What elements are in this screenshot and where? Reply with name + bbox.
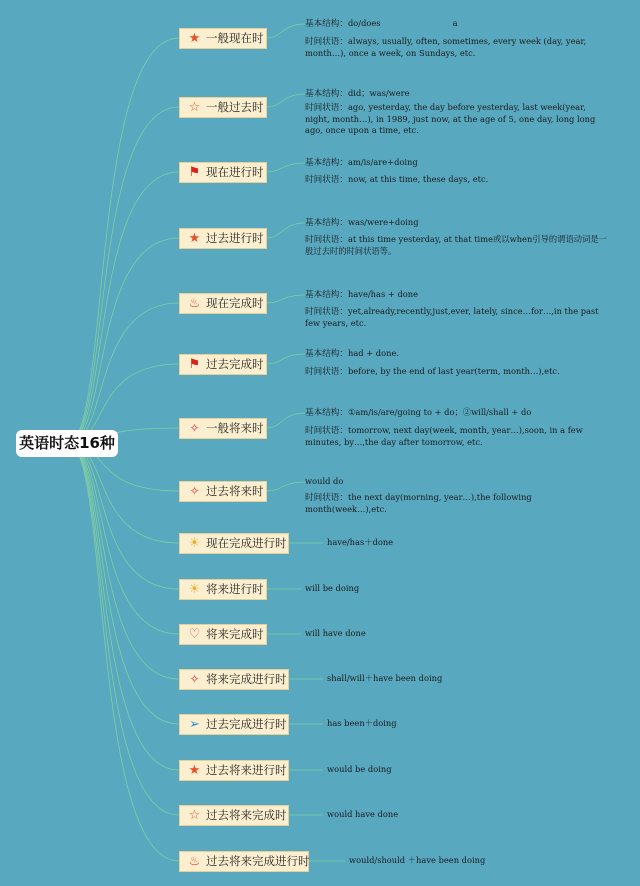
tense-label: 过去完成进行时 [206,717,287,731]
tense-node[interactable] [179,354,267,375]
tense-label: 一般将来时 [206,421,264,435]
structure-value: had + done. [347,348,400,358]
star-icon: ★ [188,231,201,246]
structure-label: 基本结构： [305,218,348,228]
adverbial-value: the next day(morning, year…),the following month(week…),etc. [305,492,532,514]
structure-value: was/were+doing [347,217,419,227]
tense-node[interactable] [179,228,267,249]
structure-text [305,407,615,419]
bulb-icon: ☀ [188,582,201,597]
connector-line [68,443,179,770]
bulb-icon: ☀ [188,536,201,551]
tense-node[interactable] [179,669,289,690]
adverbial-label: 时间状语： [305,103,348,113]
adverbial-label: 时间状语： [305,367,348,377]
adverbial-label: 时间状语： [305,426,348,436]
structure-value: am/is/are+doing [347,157,418,167]
connector-line [267,354,305,364]
structure-text: would do [305,476,344,486]
connector-line [267,94,305,107]
adverbial-text [305,102,607,136]
adverbial-value: at this time yesterday, at that time或以when引导的谓语动词是一般过去时的时间状语等。 [305,234,607,256]
adverbial-text [305,366,607,378]
adverbial-value: before, by the end of last year(term, month…),etc. [347,366,560,376]
adverbial-label: 时间状语： [305,307,348,317]
structure-label: 基本结构： [305,158,348,168]
tense-label: 将来完成时 [206,627,264,641]
connector-line [267,295,305,303]
sparkle-icon: ✧ [189,421,200,435]
tense-label: 过去将来完成进行时 [206,854,310,868]
sparkle-icon: ✧ [189,484,200,498]
connector-line [267,223,305,238]
connector-line [68,443,179,724]
adverbial-value: ago, yesterday, the day before yesterday, last week(year, night, month…), in 1989, just now, at the age of 5, one day, long long ago, once upon a time, etc. [305,102,596,135]
adverbial-label: 时间状语： [305,37,348,47]
adverbial-value: always, usually, often, sometimes, every week (day, year, month…), once a week, on Sundays, etc. [305,36,587,58]
heart-icon: ♡ [188,627,201,642]
adverbial-label: 时间状语： [305,235,348,245]
adverbial-value: yet,already,recently,just,ever, lately, since…for…,in the past few years, etc. [305,306,599,328]
structure-value: did；was/were [347,88,410,98]
tense-label: 一般现在时 [206,31,264,45]
tense-label: 过去进行时 [206,231,264,245]
structure-label: 基本结构： [305,19,348,29]
star-outline-icon: ☆ [188,808,201,823]
connector-line [267,24,305,38]
structure-value: ①am/is/are/going to + do；②will/shall + do [347,407,532,417]
structure-text: would have done [327,809,399,819]
structure-text [305,88,615,100]
star-outline-icon: ☆ [188,100,201,115]
tense-label: 过去完成时 [206,357,264,371]
adverbial-text [305,425,607,448]
structure-text: shall/will＋have been doing [327,673,443,683]
connector-line [267,413,305,428]
tense-label: 将来完成进行时 [206,672,287,686]
tense-node[interactable] [179,714,289,735]
tense-node[interactable] [179,418,267,439]
tense-node[interactable] [179,579,267,600]
structure-label: 基本结构： [305,408,348,418]
adverbial-text [305,174,607,186]
connector-line [68,443,179,815]
structure-text [305,18,615,30]
fire-icon: ♨ [188,854,201,869]
structure-label: 基本结构： [305,89,348,99]
connector-line [68,172,179,443]
adverbial-text [305,492,607,515]
tense-label: 现在进行时 [206,165,264,179]
fire-icon: ♨ [188,296,201,311]
tense-node[interactable] [179,533,289,554]
structure-text: will have done [305,628,366,638]
tense-label: 过去将来时 [206,484,264,498]
tense-node[interactable] [179,624,267,645]
structure-value: have/has + done [347,289,419,299]
tense-label: 一般过去时 [206,100,264,114]
connector-line [267,482,305,491]
structure-label: 基本结构： [305,349,348,359]
flag-icon: ⚑ [188,165,201,180]
tense-node[interactable] [179,293,267,314]
paper-plane-icon: ➢ [189,717,200,732]
adverbial-value: now, at this time, these days, etc. [347,174,489,184]
tense-label: 现在完成进行时 [206,536,287,550]
tense-node[interactable] [179,481,267,502]
connector-line [68,107,179,443]
tense-label: 将来进行时 [206,582,264,596]
connector-line [68,443,179,861]
tense-node[interactable] [179,162,267,183]
structure-text: would/should ＋have been doing [349,855,486,865]
adverbial-text [305,306,607,329]
structure-text: has been＋doing [327,718,397,728]
flag-icon: ⚑ [188,357,201,372]
adverbial-value: tomorrow, next day(week, month, year…),soon, in a few minutes, by…,the day after tomorrow, etc. [305,425,583,447]
tense-node[interactable] [179,97,267,118]
structure-text: have/has＋done [327,537,394,547]
connector-line [68,443,179,679]
adverbial-text [305,234,607,257]
structure-text [305,348,615,360]
adverbial-label: 时间状语： [305,175,348,185]
star-icon: ★ [188,31,201,46]
tense-node[interactable] [179,851,309,872]
tense-label: 现在完成时 [206,296,264,310]
root-node[interactable]: 英语时态16种 [16,430,118,457]
star-icon: ★ [188,763,201,778]
tense-node[interactable] [179,760,289,781]
structure-text: will be doing [305,583,360,593]
structure-text [305,289,615,301]
structure-value: do/does [347,18,381,28]
structure-extra: a [452,18,458,28]
adverbial-text [305,36,607,59]
adverbial-label: 时间状语： [305,493,348,503]
structure-text [305,157,615,169]
structure-text: would be doing [327,764,392,774]
connector-line [267,163,305,172]
sparkle-icon: ✧ [189,672,200,686]
structure-text [305,217,615,229]
tense-node[interactable] [179,28,267,49]
structure-label: 基本结构： [305,290,348,300]
tense-label: 过去将来进行时 [206,763,287,777]
tense-label: 过去将来完成时 [206,808,287,822]
tense-node[interactable] [179,805,289,826]
